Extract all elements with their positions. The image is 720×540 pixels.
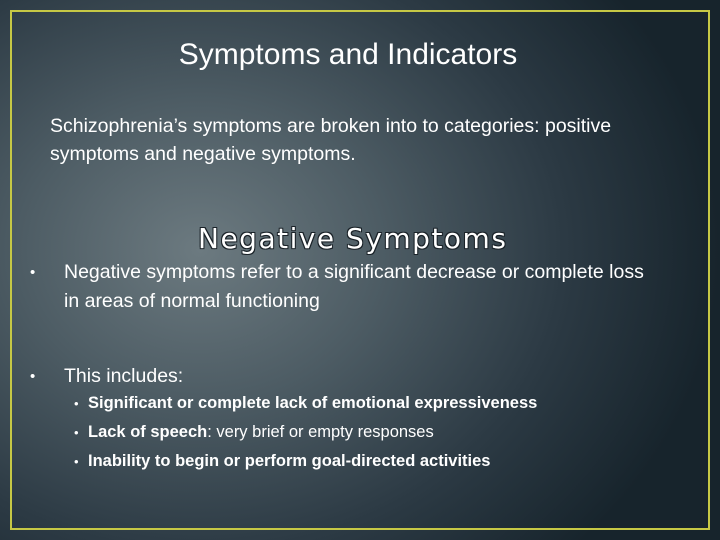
bullet-text: This includes: [64, 365, 184, 387]
sub-bullet-bold-text: Lack of speech [88, 423, 208, 441]
sub-bullet-item [74, 389, 674, 418]
bullet-item [30, 258, 650, 316]
sub-bullet-list [74, 389, 674, 476]
bullet-item [30, 362, 650, 391]
intro-paragraph: Schizophrenia’s symptoms are broken into to categories: positive symptoms and negative symptoms. [50, 115, 612, 165]
bullet-icon: • [30, 264, 36, 281]
sub-bullet-bold-text: Inability to begin or perform goal-directed activities [88, 452, 491, 470]
bullet-list [30, 258, 650, 391]
bullet-icon: • [30, 368, 36, 385]
sub-bullet-bold-text: Significant or complete lack of emotional expressiveness [88, 394, 538, 412]
bullet-icon: • [74, 425, 79, 440]
sub-bullet-normal-text: : very brief or empty responses [207, 423, 434, 441]
sub-bullet-item [74, 447, 674, 476]
bullet-icon: • [74, 454, 79, 469]
sub-bullet-item [74, 418, 674, 447]
bullet-text: Negative symptoms refer to a significant decrease or complete loss in areas of normal functioning [64, 261, 644, 312]
slide-title: Symptoms and Indicators [178, 38, 518, 71]
bullet-icon: • [74, 396, 79, 411]
section-heading: Negative Symptoms [198, 222, 508, 255]
